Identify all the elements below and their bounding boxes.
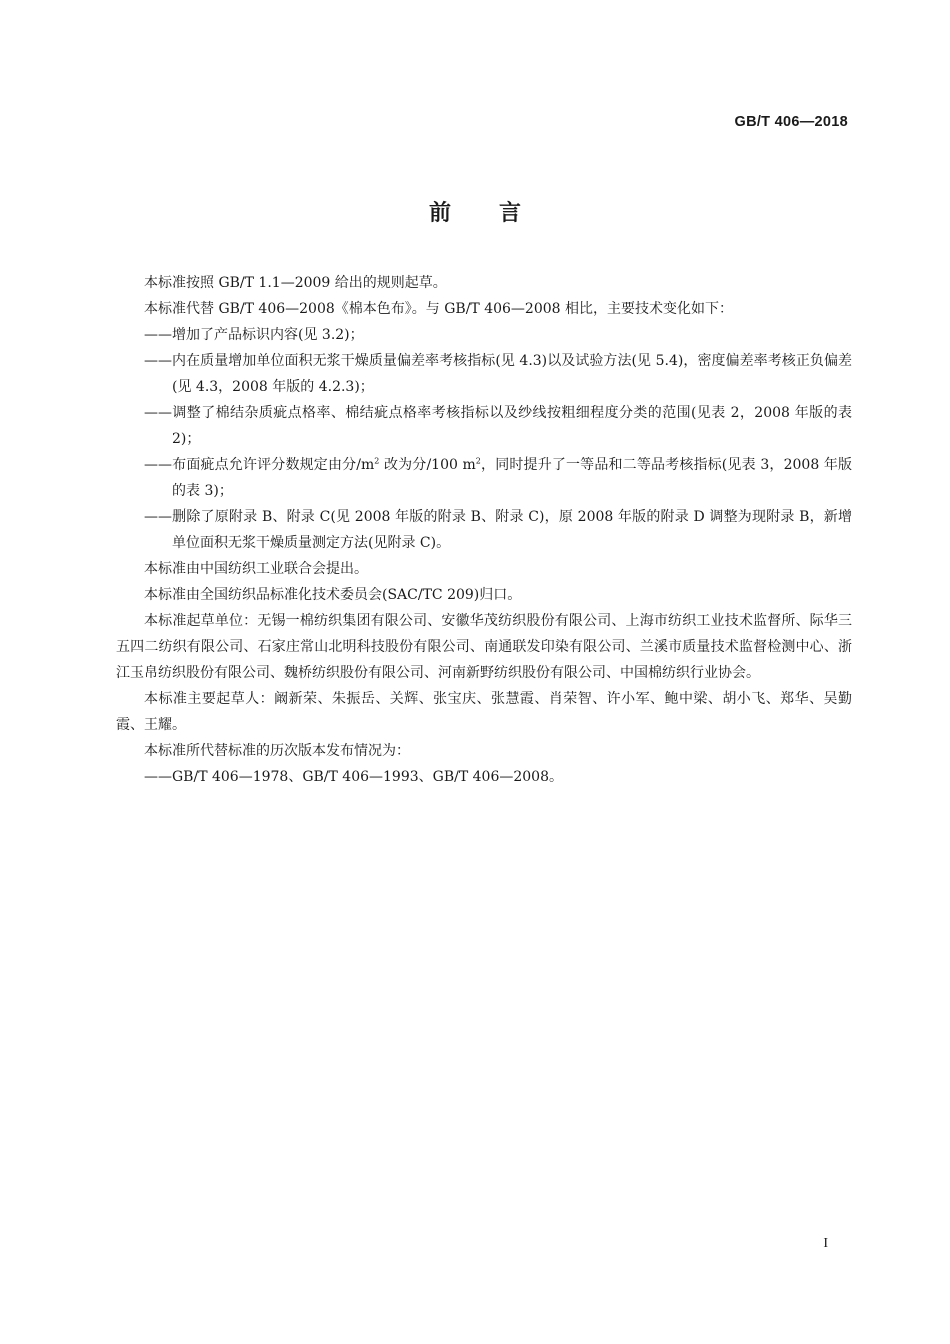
change-item-text: ，同时提升了一等品和二等品考核指标(见表 3，2008 年版的表 3)； (172, 457, 852, 499)
change-item-text: 调整了棉结杂质疵点格率、棉结疵点格率考核指标以及纱线按粗细程度分类的范围(见表 2，2008 年版的表 2)； (172, 405, 852, 447)
document-body (116, 270, 852, 790)
change-item-text: 删除了原附录 B、附录 C(见 2008 年版的附录 B、附录 C)，原 2008 年版的附录 D 调整为现附录 B，新增单位面积无浆干燥质量测定方法(见附录 C)。 (172, 509, 852, 551)
change-item-text: 布面疵点允许评分数规定由分/m (172, 457, 375, 473)
dash-mark: —— (144, 327, 172, 343)
paragraph-replacement: 本标准代替 GB/T 406—2008《棉本色布》。与 GB/T 406—2008 相比，主要技术变化如下： (144, 301, 734, 317)
standard-code: GB/T 406—2018 (734, 114, 848, 130)
paragraph-drafting-units: 本标准起草单位：无锡一棉纺织集团有限公司、安徽华茂纺织股份有限公司、上海市纺织工业技术监督所、际华三五四二纺织有限公司、石家庄常山北明科技股份有限公司、南通联发印染有限公司、兰溪市质量技术监督检测中心、浙江玉帛纺织股份有限公司、魏桥纺织股份有限公司、河南新野纺织股份有限公司、中国棉纺织行业协会。 (116, 613, 852, 681)
dash-mark: —— (144, 509, 172, 525)
change-item-text: 增加了产品标识内容(见 3.2)； (172, 327, 364, 343)
change-item-text: 内在质量增加单位面积无浆干燥质量偏差率考核指标(见 4.3)以及试验方法(见 5.4)，密度偏差率考核正负偏差(见 4.3，2008 年版的 4.2.3)； (172, 353, 852, 395)
history-item (116, 764, 852, 790)
paragraph-proposer: 本标准由中国纺织工业联合会提出。 (144, 561, 368, 577)
paragraph-drafters: 本标准主要起草人：阚新荣、朱振岳、关辉、张宝庆、张慧霞、肖荣智、许小军、鲍中梁、胡小飞、郑华、吴勤霞、王耀。 (116, 691, 852, 733)
dash-mark: —— (144, 769, 172, 785)
paragraph-history-intro: 本标准所代替标准的历次版本发布情况为： (144, 743, 410, 759)
dash-mark: —— (144, 457, 172, 473)
change-item (116, 504, 852, 556)
paragraph-technical-committee: 本标准由全国纺织品标准化技术委员会(SAC/TC 209)归口。 (144, 587, 522, 603)
dash-mark: —— (144, 353, 172, 369)
paragraph-drafting-rules: 本标准按照 GB/T 1.1—2009 给出的规则起草。 (144, 275, 447, 291)
superscript: 2 (475, 456, 481, 466)
change-item-text: 改为分/100 m (379, 457, 476, 473)
change-item (116, 400, 852, 452)
page-number: I (823, 1236, 828, 1251)
dash-mark: —— (144, 405, 172, 421)
change-item (116, 322, 852, 348)
change-item (116, 452, 852, 504)
change-item (116, 348, 852, 400)
superscript: 2 (374, 456, 380, 466)
history-item-text: GB/T 406—1978、GB/T 406—1993、GB/T 406—2008。 (172, 769, 563, 785)
page-title: 前言 (428, 201, 569, 226)
